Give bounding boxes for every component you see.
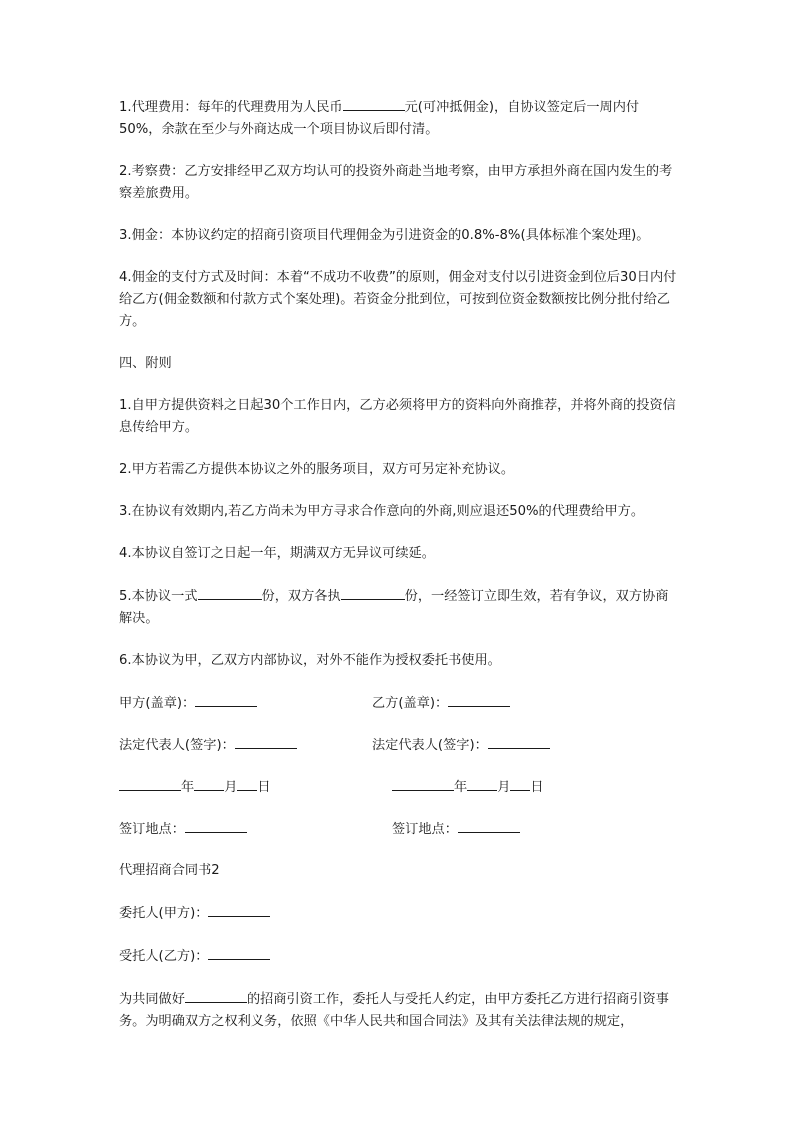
agent-label: 受托人(乙方)： bbox=[119, 949, 209, 964]
fee-clause-1 bbox=[119, 96, 677, 141]
principal-blank[interactable] bbox=[208, 902, 270, 917]
legal-rep-b-label: 法定代表人(签字)： bbox=[372, 738, 488, 753]
date-a-year-label: 年 bbox=[181, 780, 195, 795]
appendix-clause-5-text-b: 份，双方各执 bbox=[261, 589, 341, 604]
place-row bbox=[119, 818, 677, 840]
date-a-day-label: 日 bbox=[257, 780, 271, 795]
place-a bbox=[119, 818, 247, 841]
fee-clause-4: 4.佣金的支付方式及时间：本着“不成功不收费”的原则，佣金对支付以引进资金到位后30日内付给乙方(佣金数额和付款方式个案处理)。若资金分批到位，可按到位资金数额按比例分批付给乙方。 bbox=[119, 270, 677, 329]
contract-2-intro-text-a: 为共同做好 bbox=[119, 992, 185, 1007]
seal-row bbox=[119, 692, 677, 714]
fee-clause-3: 3.佣金：本协议约定的招商引资项目代理佣金为引进资金的0.8%-8%(具体标准个案处理)。 bbox=[119, 228, 650, 243]
party-b-seal bbox=[372, 692, 510, 715]
party-a-seal-label: 甲方(盖章)： bbox=[119, 696, 196, 711]
place-a-label: 签订地点： bbox=[119, 822, 185, 837]
appendix-clause-1: 1.自甲方提供资料之日起30个工作日内，乙方必须将甲方的资料向外商推荐，并将外商的投资信息传给甲方。 bbox=[119, 398, 676, 435]
legal-rep-a-blank[interactable] bbox=[235, 734, 297, 749]
fee-clause-1-text-b: 元(可冲抵佣金)，自协议签定后一周内付50%，余款在至少与外商达成一个项目协议后即付清。 bbox=[119, 100, 640, 137]
date-b-day-blank[interactable] bbox=[510, 776, 530, 791]
appendix-clause-5-text-a: 5.本协议一式 bbox=[119, 589, 198, 604]
date-row bbox=[119, 776, 677, 798]
section-heading-appendix: 四、附则 bbox=[119, 356, 172, 371]
place-b bbox=[392, 818, 520, 841]
agent-line bbox=[119, 945, 677, 968]
legal-rep-b bbox=[372, 734, 550, 757]
date-b-month-label: 月 bbox=[497, 780, 511, 795]
principal-label: 委托人(甲方)： bbox=[119, 906, 209, 921]
contract-2-title: 代理招商合同书2 bbox=[119, 863, 220, 878]
appendix-clause-4: 4.本协议自签订之日起一年，期满双方无异议可续延。 bbox=[119, 546, 435, 561]
appendix-clause-5-text-c: 份，一经签订立即生效，若有争议，双方协商解决。 bbox=[119, 589, 669, 626]
document-page bbox=[119, 96, 677, 1053]
project-blank[interactable] bbox=[185, 988, 247, 1003]
principal-line bbox=[119, 902, 677, 925]
contract-2-intro-text-b: 的招商引资工作，委托人与受托人约定，由甲方委托乙方进行招商引资事务。为明确双方之权利义务，依照《中华人民共和国合同法》及其有关法律法规的规定， bbox=[119, 992, 669, 1029]
date-a bbox=[119, 776, 271, 799]
date-b-year-blank[interactable] bbox=[392, 776, 454, 791]
place-b-label: 签订地点： bbox=[392, 822, 458, 837]
place-b-blank[interactable] bbox=[458, 818, 520, 833]
copies-total-blank[interactable] bbox=[198, 585, 262, 600]
party-b-seal-blank[interactable] bbox=[448, 692, 510, 707]
party-b-seal-label: 乙方(盖章)： bbox=[372, 696, 449, 711]
agent-blank[interactable] bbox=[208, 945, 270, 960]
date-a-year-blank[interactable] bbox=[119, 776, 181, 791]
legal-rep-row bbox=[119, 734, 677, 756]
legal-rep-b-blank[interactable] bbox=[488, 734, 550, 749]
date-a-day-blank[interactable] bbox=[237, 776, 257, 791]
place-a-blank[interactable] bbox=[185, 818, 247, 833]
appendix-clause-3: 3.在协议有效期内,若乙方尚未为甲方寻求合作意向的外商,则应退还50%的代理费给甲方。 bbox=[119, 504, 645, 519]
date-b-day-label: 日 bbox=[530, 780, 544, 795]
appendix-clause-6: 6.本协议为甲，乙双方内部协议，对外不能作为授权委托书使用。 bbox=[119, 653, 501, 668]
date-b bbox=[392, 776, 544, 799]
fee-clause-2: 2.考察费：乙方安排经甲乙双方均认可的投资外商赴当地考察，由甲方承担外商在国内发生的考察差旅费用。 bbox=[119, 164, 673, 201]
date-b-month-blank[interactable] bbox=[467, 776, 497, 791]
date-a-month-blank[interactable] bbox=[194, 776, 224, 791]
appendix-clause-5 bbox=[119, 585, 677, 630]
party-a-seal-blank[interactable] bbox=[195, 692, 257, 707]
amount-blank[interactable] bbox=[343, 96, 405, 111]
date-a-month-label: 月 bbox=[224, 780, 238, 795]
legal-rep-a-label: 法定代表人(签字)： bbox=[119, 738, 235, 753]
copies-each-blank[interactable] bbox=[341, 585, 405, 600]
legal-rep-a bbox=[119, 734, 297, 757]
date-b-year-label: 年 bbox=[454, 780, 468, 795]
appendix-clause-2: 2.甲方若需乙方提供本协议之外的服务项目，双方可另定补充协议。 bbox=[119, 462, 515, 477]
party-a-seal bbox=[119, 692, 257, 715]
contract-2-intro bbox=[119, 988, 677, 1033]
fee-clause-1-text-a: 1.代理费用：每年的代理费用为人民币 bbox=[119, 100, 343, 115]
